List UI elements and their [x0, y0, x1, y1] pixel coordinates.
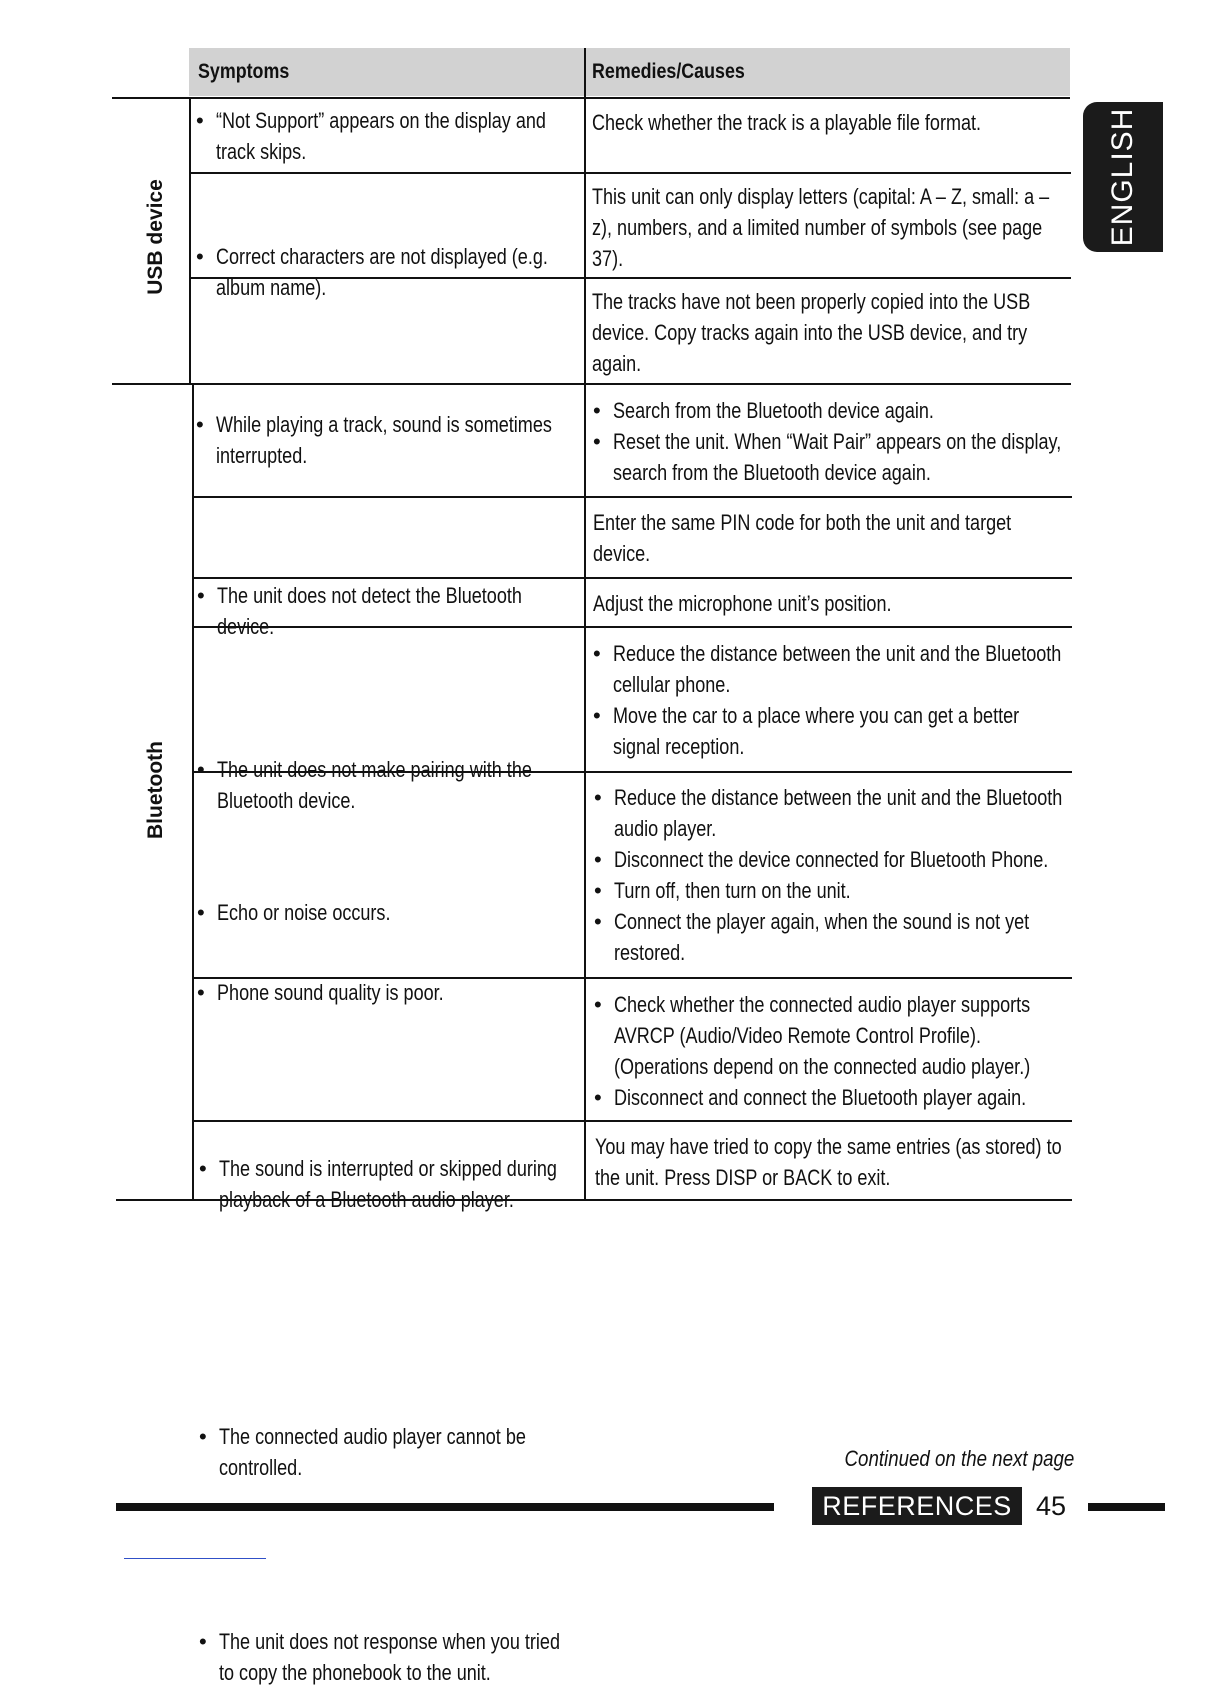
header-symptoms: Symptoms [189, 48, 584, 96]
remedy-bullet: • Move the car to a place where you can get a better signal reception. [589, 700, 1064, 762]
remedy-cell: Enter the same PIN code for both the unit and target device. [593, 510, 1012, 566]
table-column-divider [584, 48, 586, 1200]
symptom-cell: • Correct characters are not displayed (e.g. album name). [192, 241, 572, 303]
language-tab: ENGLISH [1083, 102, 1163, 252]
symptom-cell: • Phone sound quality is poor. [193, 977, 573, 1008]
continued-note: Continued on the next page [844, 1446, 1074, 1471]
remedy-cell [590, 782, 1065, 968]
remedy-cell: Adjust the microphone unit’s position. [593, 591, 892, 616]
footer-bar-right [1088, 1503, 1165, 1511]
symptom-cell: • The unit does not detect the Bluetooth device. [193, 580, 573, 642]
category-usb-device: USB device [144, 179, 167, 295]
symptom-cell: • While playing a track, sound is sometimes interrupted. [192, 409, 572, 471]
table-left-rule-usb [189, 98, 191, 383]
symptom-cell: • The connected audio player cannot be controlled. [195, 1421, 575, 1483]
row-divider [192, 496, 1072, 498]
section-divider [112, 383, 1071, 385]
remedy-bullet: • Disconnect and connect the Bluetooth player again. [590, 1082, 1065, 1113]
header-remedies: Remedies/Causes [585, 48, 1070, 96]
scan-mark-line [124, 1558, 266, 1559]
remedy-bullet: • Reset the unit. When “Wait Pair” appears on the display, search from the Bluetooth device again. [589, 426, 1064, 488]
remedy-cell: Check whether the track is a playable file format. [592, 110, 982, 135]
footer-bar-left [116, 1503, 774, 1511]
row-divider [192, 1120, 1072, 1122]
remedy-cell: You may have tried to copy the same entries (as stored) to the unit. Press DISP or BACK to exit. [595, 1134, 1062, 1190]
symptom-cell: • “Not Support” appears on the display and track skips. [192, 105, 572, 167]
remedy-cell [590, 989, 1065, 1113]
remedy-cell: The tracks have not been properly copied into the USB device. Copy tracks again into the USB device, and try again. [592, 289, 1031, 376]
remedy-cell [589, 395, 1064, 488]
row-divider [189, 172, 1071, 174]
remedy-cell [589, 638, 1064, 762]
category-bluetooth: Bluetooth [144, 741, 167, 839]
remedy-bullet: • Search from the Bluetooth device again. [589, 395, 1064, 426]
page-number: 45 [1036, 1491, 1067, 1521]
section-label: REFERENCES [812, 1487, 1022, 1525]
remedy-cell: This unit can only display letters (capital: A – Z, small: a – z), numbers, and a limited number of symbols (see page 37). [592, 184, 1050, 271]
remedy-bullet: • Check whether the connected audio player supports AVRCP (Audio/Video Remote Control Profile). (Operations depend on the connected audio player.) [590, 989, 1065, 1082]
row-divider [192, 577, 1072, 579]
symptom-cell: • The unit does not make pairing with the Bluetooth device. [193, 754, 573, 816]
remedy-bullet: • Reduce the distance between the unit and the Bluetooth audio player. [590, 782, 1065, 844]
symptom-cell: • The unit does not response when you tried to copy the phonebook to the unit. [195, 1626, 575, 1688]
symptom-cell: • The sound is interrupted or skipped during playback of a Bluetooth audio player. [195, 1153, 575, 1215]
remedy-bullet: • Disconnect the device connected for Bluetooth Phone. [590, 844, 1065, 875]
header-bottom-rule [112, 97, 1070, 99]
remedy-bullet: • Connect the player again, when the sound is not yet restored. [590, 906, 1065, 968]
remedy-bullet: • Reduce the distance between the unit and the Bluetooth cellular phone. [589, 638, 1064, 700]
remedy-bullet: • Turn off, then turn on the unit. [590, 875, 1065, 906]
symptom-cell: • Echo or noise occurs. [193, 897, 573, 928]
